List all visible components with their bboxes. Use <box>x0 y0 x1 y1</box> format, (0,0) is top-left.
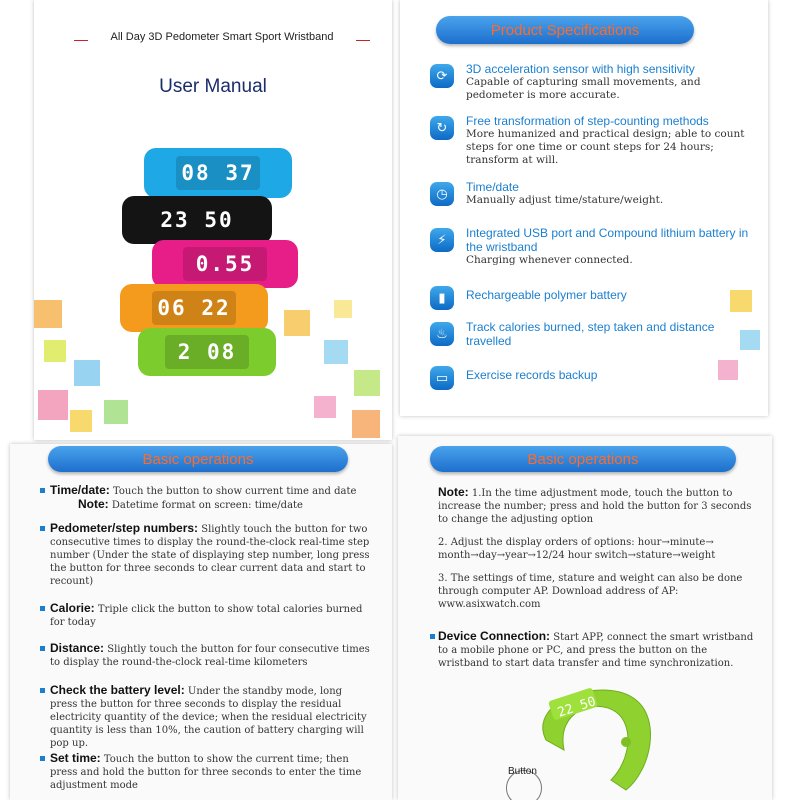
spec-item <box>430 226 760 267</box>
decor-square <box>314 396 336 418</box>
decor-square <box>284 310 310 336</box>
motion-icon: ⟳ <box>430 64 454 88</box>
spec-desc: More humanized and practical design; able to count steps for one time or count steps for 24 hours; transform at will. <box>466 128 745 166</box>
decor-square <box>74 360 100 386</box>
op-label: Check the battery level: <box>50 683 185 697</box>
spec-item <box>430 180 760 207</box>
band-display: 06 22 <box>152 291 236 325</box>
spec-desc: Charging whenever connected. <box>466 254 633 266</box>
op-text: Slightly touch the button for four consecutive times to display the round-the-clock real-time kilometers <box>50 644 370 668</box>
op-distance <box>50 642 370 669</box>
wristband-orange <box>120 284 268 332</box>
wristband-green <box>138 328 276 376</box>
flame-icon: ♨ <box>430 322 454 346</box>
decor-square <box>354 370 380 396</box>
op-device-connection <box>438 630 758 670</box>
note-label: Note: <box>438 485 469 499</box>
bullet <box>40 488 45 493</box>
op-label: Distance: <box>50 641 105 655</box>
cover-panel <box>34 0 392 440</box>
decor-square <box>104 400 128 424</box>
cover-title-frame <box>74 28 370 52</box>
button-label: Button <box>508 766 537 777</box>
monitor-icon: ▭ <box>430 366 454 390</box>
spec-title: 3D acceleration sensor with high sensitivity <box>466 62 695 76</box>
battery-icon: ▮ <box>430 286 454 310</box>
op-note-label: Note: <box>78 497 109 511</box>
clock-icon: ◷ <box>430 182 454 206</box>
bullet <box>40 646 45 651</box>
basic-ops-title: Basic operations <box>48 446 348 472</box>
decor-square <box>70 410 92 432</box>
note-2: 2. Adjust the display orders of options: hour→minute→ month→day→year→12/24 hour switch→stature→weight <box>438 537 716 561</box>
band-display: 22 50 <box>555 694 598 721</box>
band-display: 2 08 <box>165 335 249 369</box>
op-label: Calorie: <box>50 601 95 615</box>
usb-icon: ⚡ <box>430 228 454 252</box>
spec-desc: Manually adjust time/stature/weight. <box>466 194 664 206</box>
spec-item <box>430 114 760 167</box>
op-text: Touch the button to show current time and date <box>112 486 357 497</box>
decor-square <box>44 340 66 362</box>
op-calorie <box>50 602 370 629</box>
op-text: Touch the button to show the current time; then press and hold the button for three seconds to enter the time adjustment mode <box>50 754 362 791</box>
wristband-black <box>122 196 272 244</box>
basic-ops-title: Basic operations <box>430 446 736 472</box>
op-label: Device Connection: <box>438 629 551 643</box>
decor-square <box>34 300 62 328</box>
bullet <box>40 688 45 693</box>
bullet <box>40 756 45 761</box>
decor-square <box>324 340 348 364</box>
bullet <box>40 526 45 531</box>
band-display: 0.55 <box>183 247 267 281</box>
spec-title: Track calories burned, step taken and distance travelled <box>466 320 715 348</box>
op-battery <box>50 684 370 750</box>
band-display: 08 37 <box>176 156 260 190</box>
bullet <box>40 606 45 611</box>
op-label: Set time: <box>50 751 101 765</box>
op-text: Triple click the button to show total calories burned for today <box>50 604 363 628</box>
spec-desc: Capable of capturing small movements, and pedometer is more accurate. <box>466 76 701 101</box>
wristband-pink <box>152 240 298 288</box>
op-text: Slightly touch the button for two consecutive times to display the round-the-clock real-time step number (Under the state of displaying step number, long press the button for three seconds to clear current data and start to recount) <box>50 524 370 587</box>
specs-title: Product Specifications <box>436 16 694 44</box>
op-text: Start APP, connect the smart wristband to a mobile phone or PC, and press the button on the wristband to start data transfer and time synchronization. <box>438 632 754 669</box>
wristband-blue <box>144 148 292 198</box>
spec-item <box>430 62 760 102</box>
band-display: 23 50 <box>160 208 234 232</box>
sync-icon: ↻ <box>430 116 454 140</box>
decor-square <box>38 390 68 420</box>
spec-title: Time/date <box>466 180 519 194</box>
spec-item <box>430 320 760 348</box>
spec-item <box>430 284 760 306</box>
op-text: Under the standby mode, long press the button for three seconds to display the residual electricity quantity of the device; when the residual electricity quantity is less than 10%, the caution of battery charging will pop up. <box>50 686 367 749</box>
cover-heading: User Manual <box>159 76 267 97</box>
basic-ops-panel-2 <box>398 436 772 800</box>
op-pedometer <box>50 522 370 588</box>
spec-title: Free transformation of step-counting methods <box>466 114 709 128</box>
decor-square <box>334 300 352 318</box>
spec-title: Rechargeable polymer battery <box>466 288 627 302</box>
spec-title: Integrated USB port and Compound lithium battery in the wristband <box>466 226 749 254</box>
op-settime <box>50 752 370 792</box>
note-3: 3. The settings of time, stature and weight can also be done through computer AP. Download address of AP: www.asixwatch.com <box>438 573 743 610</box>
op-note: Datetime format on screen: time/date <box>111 500 303 511</box>
op-label: Time/date: <box>50 483 110 497</box>
decor-square <box>352 410 380 438</box>
basic-ops-panel-1 <box>10 444 392 800</box>
specs-panel <box>400 0 768 416</box>
note-text: 1.In the time adjustment mode, touch the button to increase the number; press and hold the button for 3 seconds to change the adjusting option <box>438 488 752 525</box>
note-1 <box>438 486 758 526</box>
cover-subtitle: All Day 3D Pedometer Smart Sport Wristband <box>110 31 334 43</box>
op-label: Pedometer/step numbers: <box>50 521 199 535</box>
spec-item <box>430 364 760 386</box>
bullet <box>430 634 435 639</box>
op-timedate <box>50 484 370 512</box>
spec-title: Exercise records backup <box>466 368 598 382</box>
